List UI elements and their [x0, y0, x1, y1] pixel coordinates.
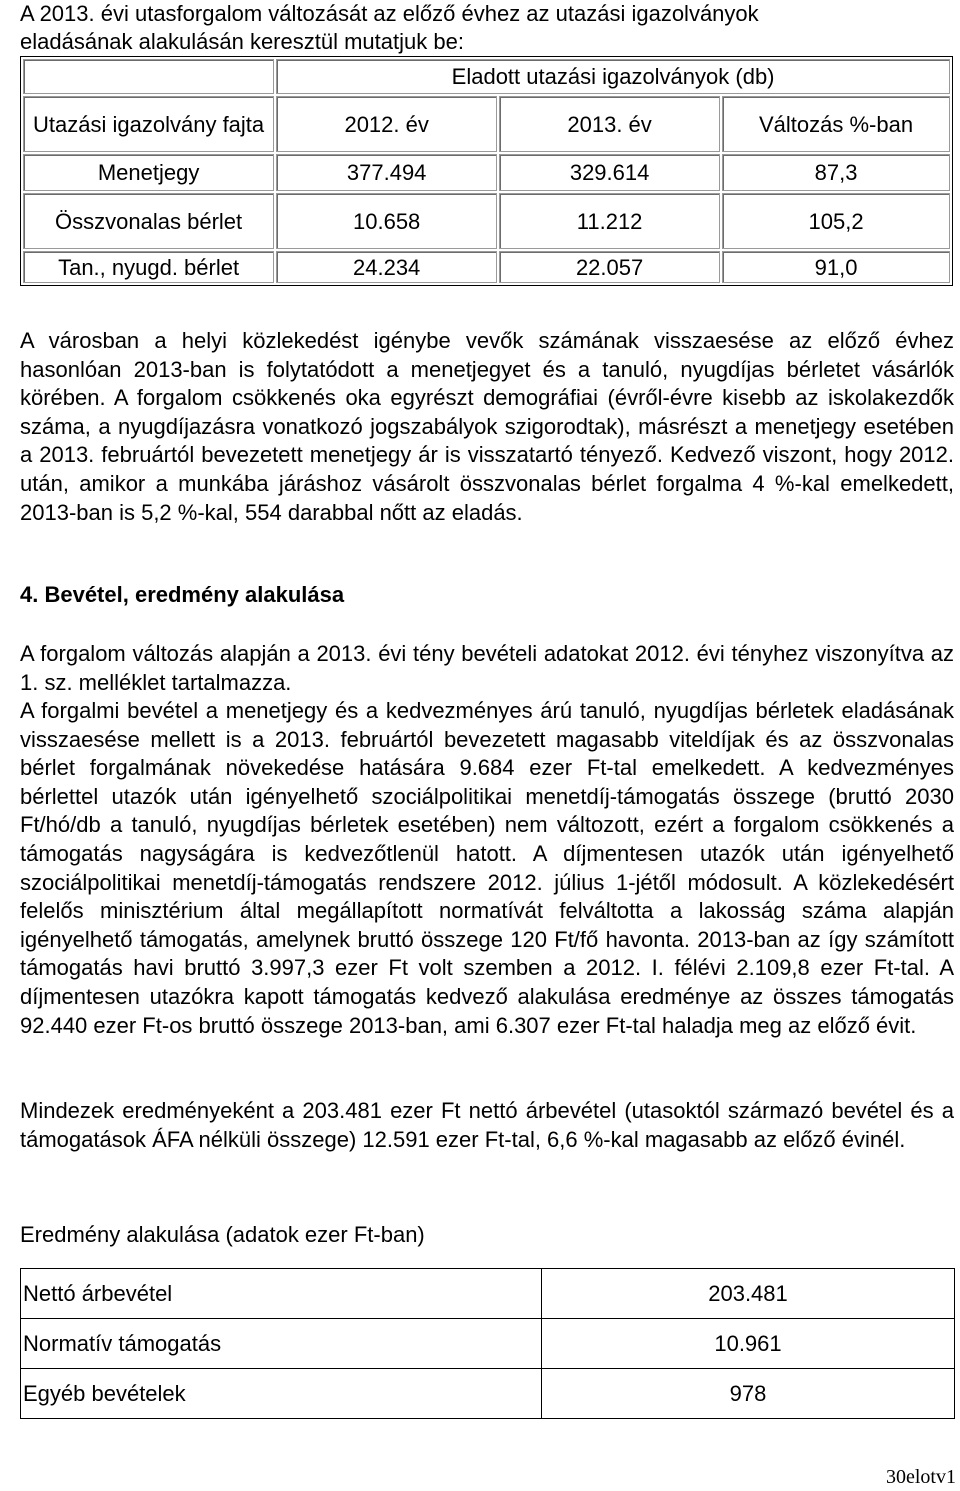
- cell-change: 87,3: [722, 154, 950, 191]
- table-row: [21, 1369, 955, 1419]
- table-header-row: [23, 96, 950, 152]
- cell-2012: 24.234: [276, 251, 497, 283]
- ticket-sales-table: [20, 56, 953, 286]
- col-header-2013: 2013. év: [499, 96, 720, 152]
- empty-header-cell: [23, 59, 274, 94]
- result-value: 10.961: [542, 1319, 955, 1369]
- paragraph-passenger-decline: A városban a helyi közlekedést igénybe vevők számának visszaesése az előző évhez hasonlóan 2013-ban is folytatódott a menetjegyet és a tanuló, nyugdíjas bérletet vásárlók körében. A forgalom csökkenés oka egyrészt demográfiai (évről-évre kisebb az iskolakezdők száma, a nyugdíjazásra vonatkozó jogszabályok szigorodtak), másrészt a menetjegy esetében a 2013. februártól bevezetett menetjegy ár is visszatartó tényező. Kedvező viszont, hogy 2012. után, amikor a munkába járáshoz vásárolt összvonalas bérlet forgalma 4 %-kal emelkedett, 2013-ban is 5,2 %-kal, 554 darabbal nőtt az eladás.: [20, 328, 954, 525]
- result-table-title: Eredmény alakulása (adatok ezer Ft-ban): [20, 1222, 425, 1247]
- cell-type: Összvonalas bérlet: [23, 193, 274, 249]
- intro-text: [20, 0, 954, 56]
- page-footer: 30elotv1: [886, 1466, 956, 1488]
- result-table: [20, 1268, 955, 1419]
- section-heading: 4. Bevétel, eredmény alakulása: [20, 582, 345, 607]
- intro-line-2: eladásának alakulásán keresztül mutatjuk be:: [20, 29, 464, 54]
- cell-type: Menetjegy: [23, 154, 274, 191]
- cell-2013: 329.614: [499, 154, 720, 191]
- cell-2013: 11.212: [499, 193, 720, 249]
- table-header-row: [23, 59, 950, 94]
- table-row: [23, 193, 950, 249]
- table-row: [23, 251, 950, 283]
- cell-change: 105,2: [722, 193, 950, 249]
- result-label: Nettó árbevétel: [21, 1269, 542, 1319]
- cell-2012: 377.494: [276, 154, 497, 191]
- col-header-change: Változás %-ban: [722, 96, 950, 152]
- table-row: [21, 1319, 955, 1369]
- group-header: Eladott utazási igazolványok (db): [276, 59, 950, 94]
- cell-2013: 22.057: [499, 251, 720, 283]
- intro-line-1: A 2013. évi utasforgalom változását az előző évhez az utazási igazolványok: [20, 1, 759, 26]
- table-row: [23, 154, 950, 191]
- table-row: [21, 1269, 955, 1319]
- cell-change: 91,0: [722, 251, 950, 283]
- result-label: Egyéb bevételek: [21, 1369, 542, 1419]
- cell-2012: 10.658: [276, 193, 497, 249]
- paragraph-revenue-detail: A forgalmi bevétel a menetjegy és a kedvezményes árú tanuló, nyugdíjas bérletek eladásának visszaesése mellett is a 2013. februártól bevezetett magasabb viteldíjak és az összvonalas bérlet forgalmának növekedése hatására 9.684 ezer Ft-tal emelkedett. A kedvezményes bérlettel utazók után igényelhető szociálpolitikai menetdíj-támogatás összege (bruttó 2030 Ft/hó/db a tanuló, nyugdíjas bérletek esetében) nem változott, ezért a forgalom csökkenés a támogatás nagyságára is kedvezőtlenül hatott. A díjmentesen utazók után igényelhető szociálpolitikai menetdíj-támogatás rendszere 2012. július 1-jétől módosult. A közlekedésért felelős minisztérium által megállapított normatívát felváltotta a lakosság száma alapján igényelhető támogatás, amelynek bruttó összege 120 Ft/fő havonta. 2013-ban az így számított támogatás havi bruttó 3.997,3 ezer Ft volt szemben a 2012. I. félévi 2.109,8 ezer Ft-tal. A díjmentesen utazókra kapott támogatás kedvező alakulása eredménye az összes támogatás 92.440 ezer Ft-os bruttó összege 2013-ban, ami 6.307 ezer Ft-tal haladja meg az előző évit.: [20, 698, 954, 1038]
- result-value: 978: [542, 1369, 955, 1419]
- paragraph-revenue-basis: A forgalom változás alapján a 2013. évi tény bevételi adatokat 2012. évi tényhez viszonyítva az 1. sz. melléklet tartalmazza.: [20, 641, 954, 695]
- cell-type: Tan., nyugd. bérlet: [23, 251, 274, 283]
- col-header-type: Utazási igazolvány fajta: [23, 96, 274, 152]
- result-value: 203.481: [542, 1269, 955, 1319]
- col-header-2012: 2012. év: [276, 96, 497, 152]
- result-label: Normatív támogatás: [21, 1319, 542, 1369]
- paragraph-net-revenue: Mindezek eredményeként a 203.481 ezer Ft nettó árbevétel (utasoktól származó bevétel és a támogatások ÁFA nélküli összege) 12.591 ezer Ft-tal, 6,6 %-kal magasabb az előző évinél.: [20, 1098, 954, 1152]
